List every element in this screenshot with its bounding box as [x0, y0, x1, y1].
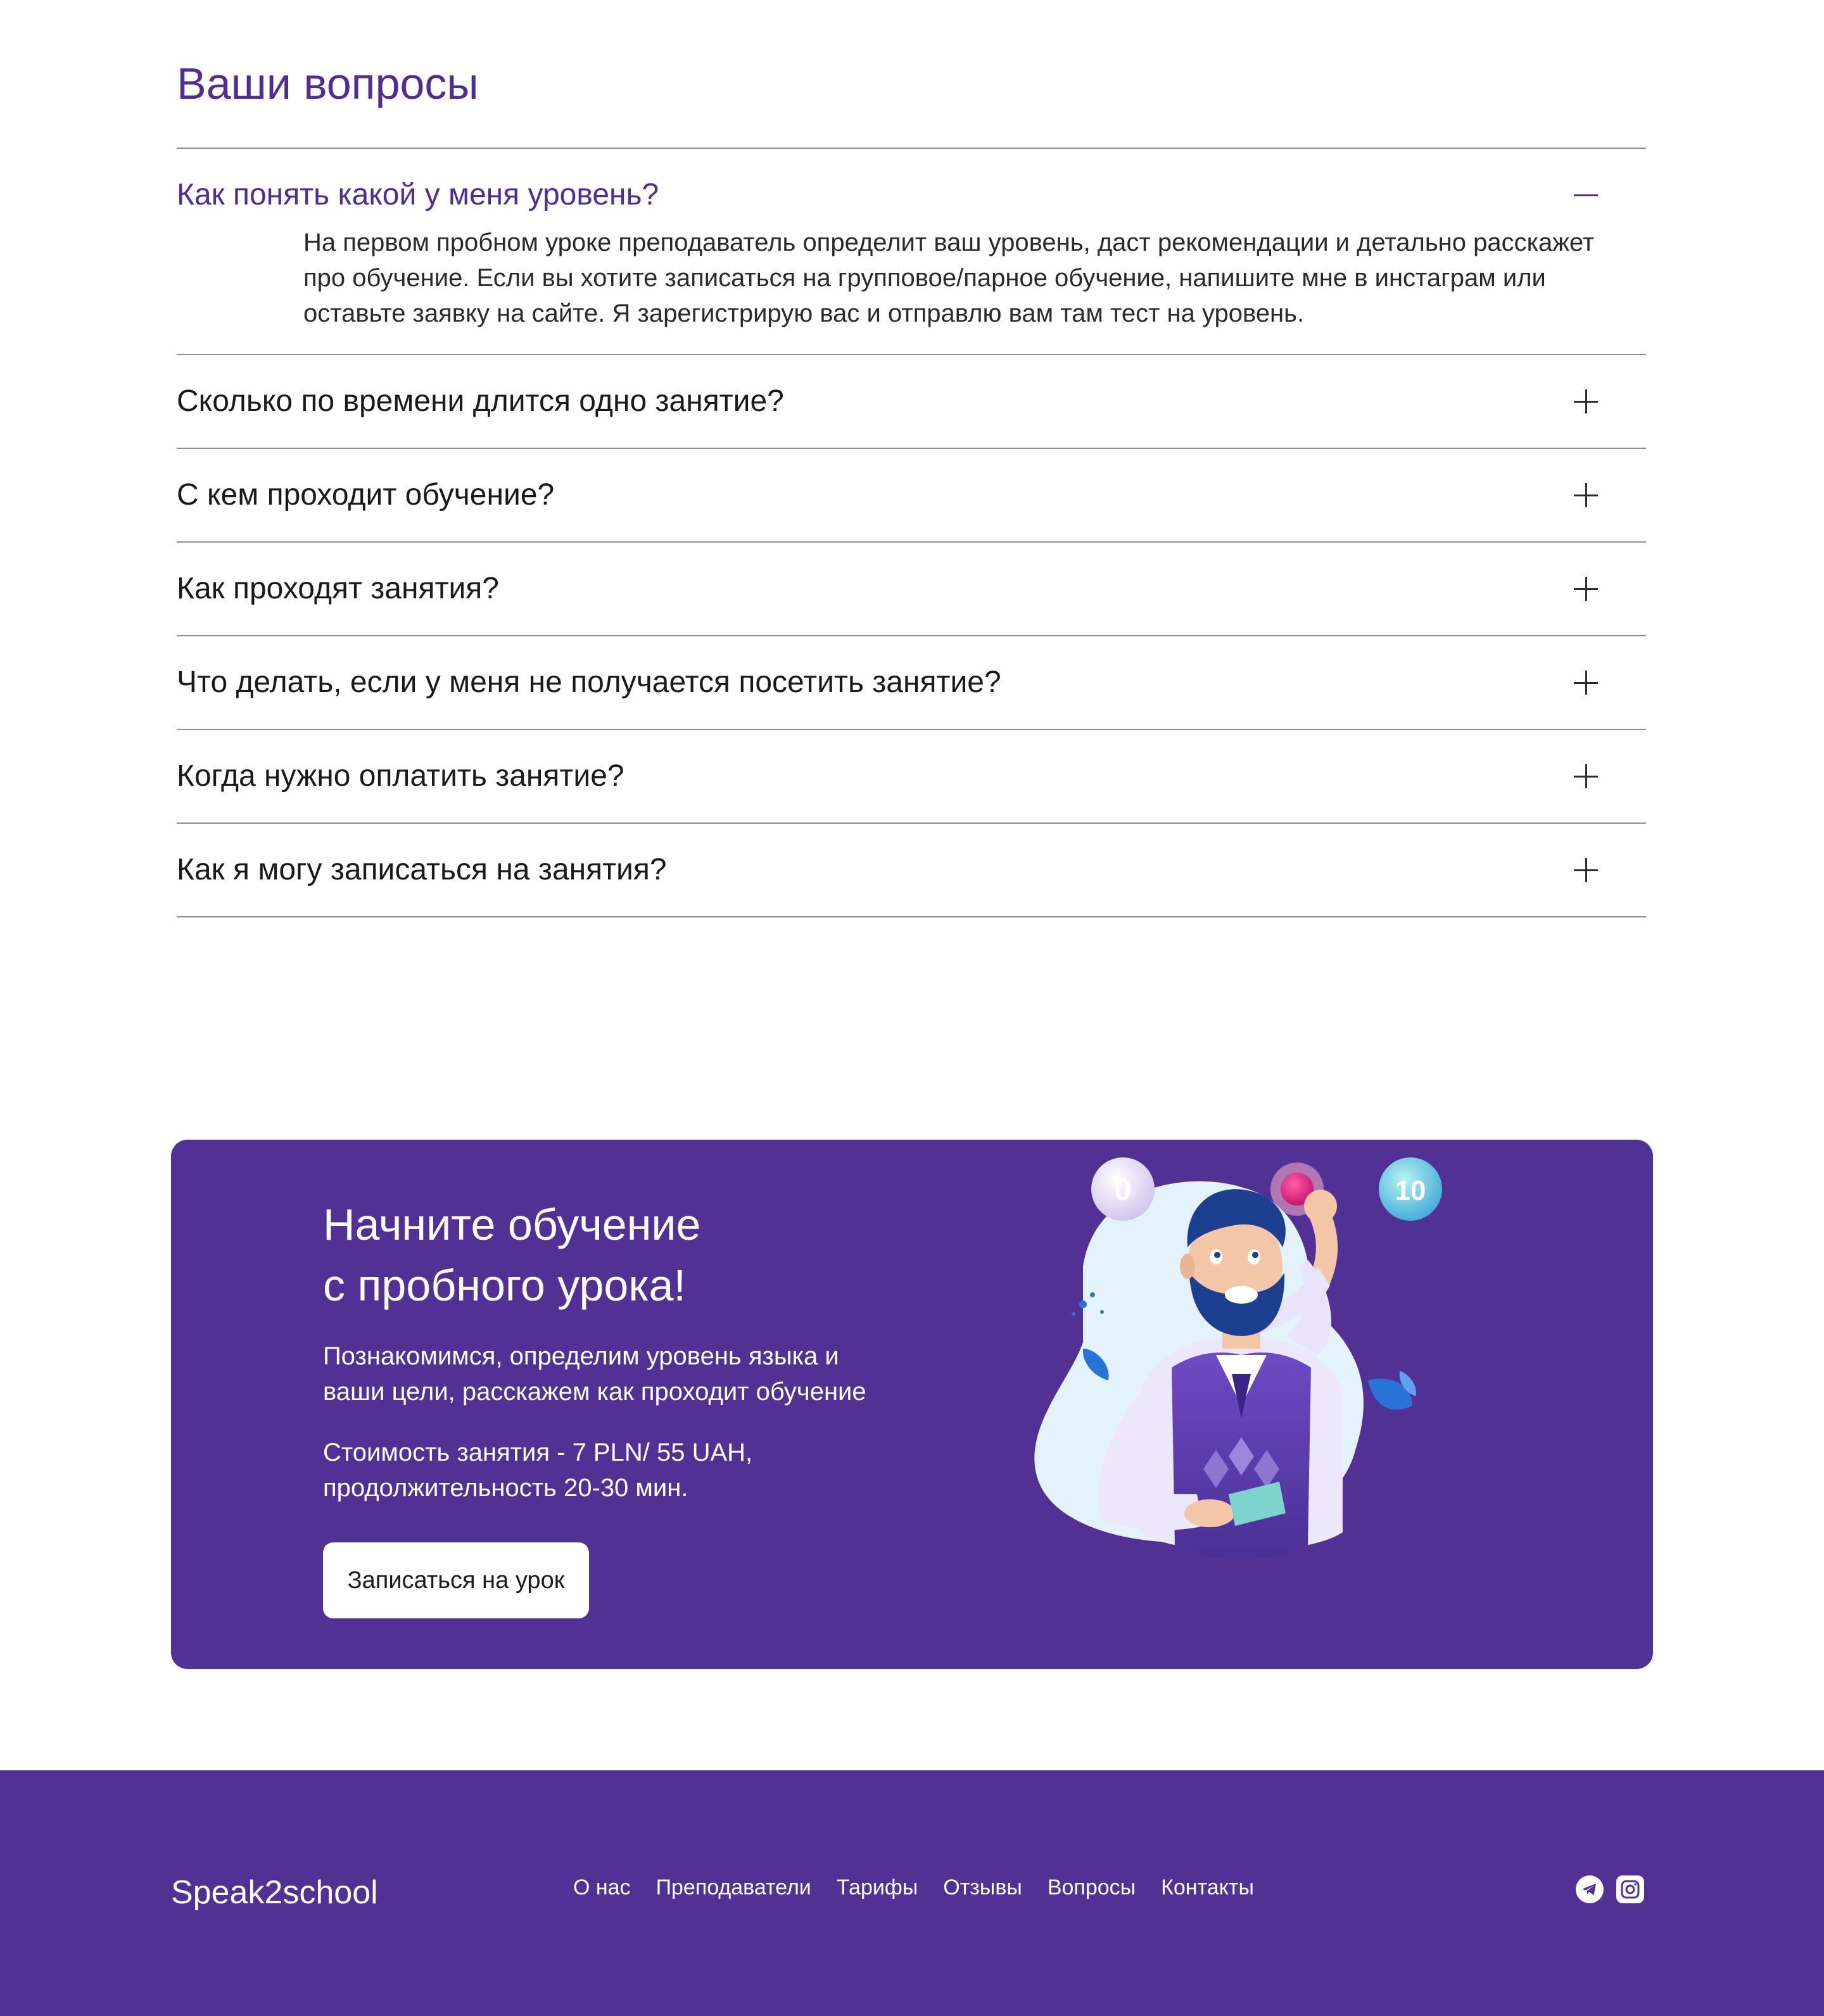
cta-title-line: с пробного урока! [323, 1261, 686, 1310]
cta-title [323, 1194, 956, 1316]
cta-price-line: Стоимость занятия - 7 PLN/ 55 UAH, [323, 1439, 753, 1466]
footer-link-teachers[interactable]: Преподаватели [656, 1875, 811, 1899]
minus-icon[interactable] [1564, 173, 1608, 217]
faq-question: Как проходят занятия? [177, 572, 499, 605]
footer-logo[interactable]: Speak2school [171, 1874, 378, 1911]
cta-price [323, 1435, 956, 1506]
cta-description-line: ваши цели, расскажем как проходит обучение [323, 1378, 866, 1406]
faq-item [177, 730, 1646, 824]
footer-link-reviews[interactable]: Отзывы [943, 1875, 1022, 1899]
teacher-illustration [988, 1076, 1495, 1646]
faq-question-toggle[interactable] [177, 543, 1646, 635]
faq-title: Ваши вопросы [177, 59, 479, 108]
faq-question-toggle[interactable] [177, 636, 1646, 729]
faq-question-toggle[interactable] [177, 355, 1646, 448]
cta-title-line: Начните обучение [323, 1200, 701, 1249]
footer-link-contacts[interactable]: Контакты [1161, 1875, 1254, 1899]
faq-item [177, 543, 1646, 636]
instagram-icon[interactable] [1616, 1875, 1644, 1903]
faq-item [177, 149, 1646, 355]
footer-social [1576, 1875, 1644, 1903]
footer [0, 1770, 1824, 2016]
faq-answer: На первом пробном уроке преподаватель определит ваш уровень, даст рекомендации и детально расскажет про обучение. Если вы хотите записаться на групповое/парное обучение, напишите мне в инстаграм или оставьте заявку на сайте. Я зарегистрирую вас и отправлю вам там тест на уровень. [303, 229, 1595, 327]
plus-icon[interactable] [1564, 473, 1608, 517]
footer-link-about[interactable]: О нас [573, 1875, 631, 1899]
faq-item [177, 636, 1646, 730]
faq-item [177, 355, 1646, 449]
cta-description-line: Познакомимся, определим уровень языка и [323, 1342, 839, 1370]
footer-link-pricing[interactable]: Тарифы [836, 1875, 918, 1899]
faq-question-toggle[interactable] [177, 449, 1646, 541]
faq-item [177, 449, 1646, 543]
faq-question: Как понять какой у меня уровень? [177, 178, 659, 211]
cta-description [323, 1339, 956, 1409]
telegram-icon[interactable] [1576, 1875, 1604, 1903]
faq-item [177, 824, 1646, 917]
slider-min-label: 0 [1114, 1173, 1132, 1207]
faq-question: С кем проходит обучение? [177, 478, 555, 512]
plus-icon[interactable] [1564, 567, 1608, 611]
cta-price-line: продолжительность 20-30 мин. [323, 1474, 688, 1502]
faq-question: Что делать, если у меня не получается посетить занятие? [177, 665, 1001, 699]
faq-list [177, 148, 1646, 917]
plus-icon[interactable] [1564, 660, 1608, 705]
faq-question: Сколько по времени длится одно занятие? [177, 384, 784, 418]
faq-question: Как я могу записаться на занятия? [177, 853, 667, 886]
slider-max-label: 10 [1395, 1175, 1426, 1206]
plus-icon[interactable] [1564, 379, 1608, 424]
plus-icon[interactable] [1564, 754, 1608, 798]
faq-question: Когда нужно оплатить занятие? [177, 759, 624, 793]
plus-icon[interactable] [1564, 848, 1608, 892]
faq-question-toggle[interactable] [177, 730, 1646, 822]
faq-question-toggle[interactable] [177, 824, 1646, 916]
footer-nav [573, 1872, 1254, 1903]
book-lesson-button[interactable]: Записаться на урок [323, 1542, 589, 1618]
footer-link-questions[interactable]: Вопросы [1047, 1875, 1136, 1899]
